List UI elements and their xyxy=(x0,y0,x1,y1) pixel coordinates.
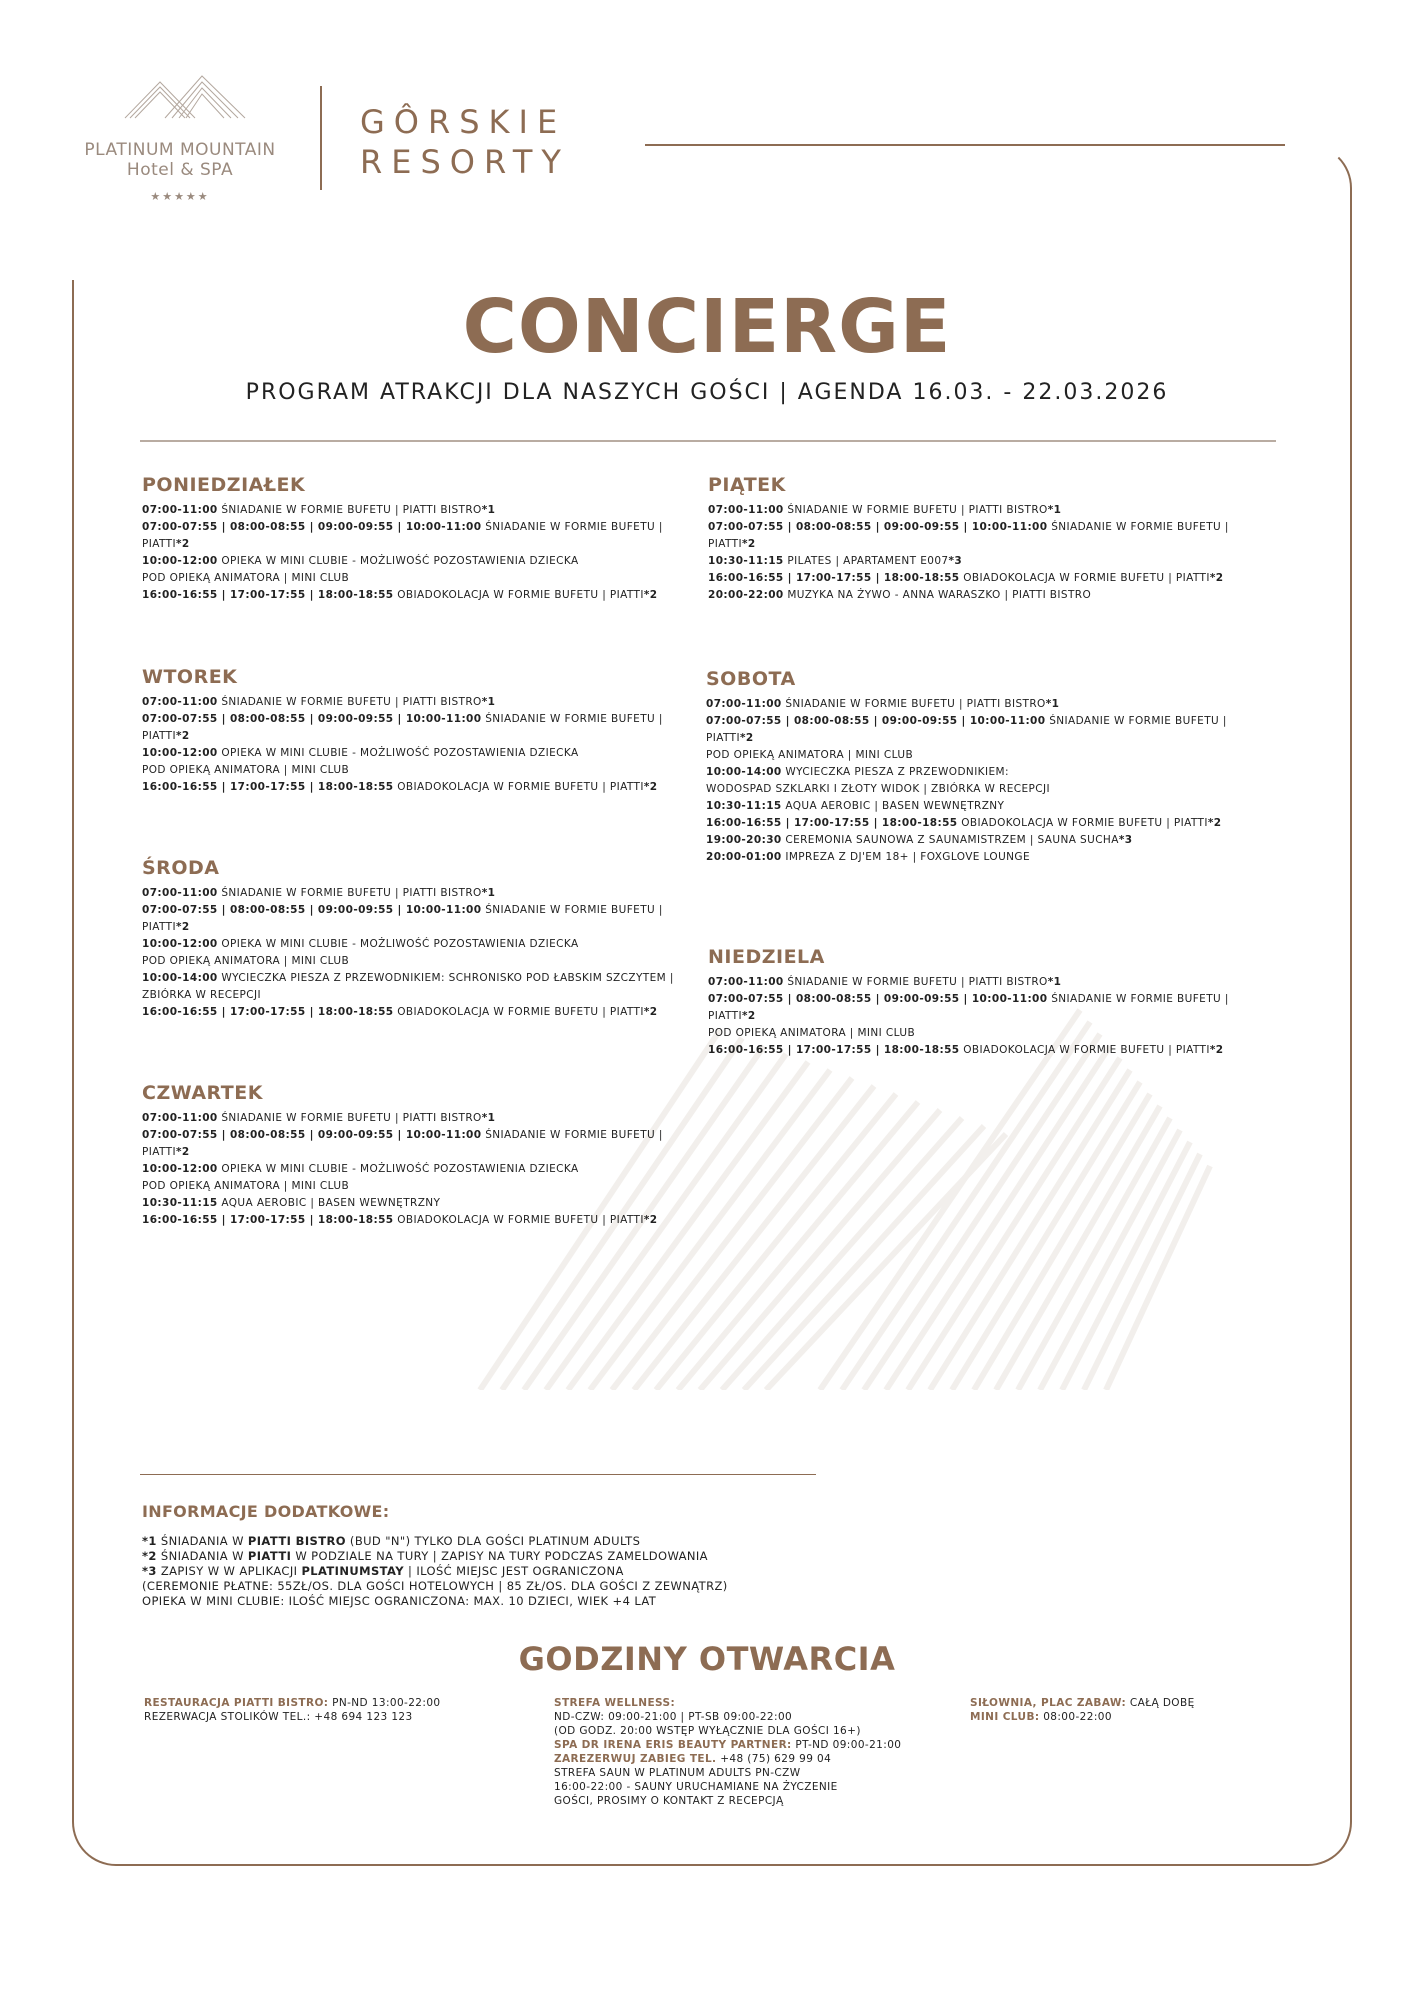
resorts-line1: GÔRSKIE xyxy=(360,103,567,141)
schedule-footnote-mark: *1 xyxy=(481,504,496,516)
hotel-subname: Hotel & SPA xyxy=(126,160,234,180)
schedule-description: OPIEKA W MINI CLUBIE - MOŻLIWOŚĆ POZOSTAWIENIA DZIECKA xyxy=(217,1163,579,1175)
hours-line xyxy=(554,1696,914,1710)
schedule-line xyxy=(142,762,682,779)
day-heading: PONIEDZIAŁEK xyxy=(142,474,306,496)
info-emphasis: PIATTI BISTRO xyxy=(247,1534,346,1548)
schedule-line xyxy=(706,849,1246,866)
schedule-description: PIATTI xyxy=(142,921,176,933)
schedule-description: OBIADOKOLACJA W FORMIE BUFETU | PIATTI xyxy=(393,1214,644,1226)
schedule-description: PIATTI xyxy=(708,538,742,550)
schedule-line xyxy=(142,919,682,936)
schedule-description: PILATES | APARTAMENT E007 xyxy=(783,555,949,567)
schedule-description: ŚNIADANIE W FORMIE BUFETU | PIATTI BISTRO xyxy=(217,1112,482,1124)
schedule-time: 07:00-07:55 | 08:00-08:55 | 09:00-09:55 | 10:00-11:00 xyxy=(706,715,1046,727)
schedule-line xyxy=(708,991,1248,1008)
schedule-description: OBIADOKOLACJA W FORMIE BUFETU | PIATTI xyxy=(957,817,1208,829)
hours-label: ZAREZERWUJ ZABIEG TEL. xyxy=(554,1753,717,1765)
hours-value: CAŁĄ DOBĘ xyxy=(1126,1697,1195,1709)
schedule-description: ŚNIADANIE W FORMIE BUFETU | PIATTI BISTRO xyxy=(783,976,1048,988)
hours-line xyxy=(554,1752,914,1766)
info-note-line xyxy=(142,1564,902,1579)
schedule-time: 07:00-07:55 | 08:00-08:55 | 09:00-09:55 | 10:00-11:00 xyxy=(708,993,1048,1005)
hotel-stars: ★★★★★ xyxy=(150,190,210,203)
schedule-description: AQUA AEROBIC | BASEN WEWNĘTRZNY xyxy=(217,1197,441,1209)
schedule-time: 07:00-07:55 | 08:00-08:55 | 09:00-09:55 | 10:00-11:00 xyxy=(142,713,482,725)
schedule-line xyxy=(142,885,682,902)
schedule-line xyxy=(706,730,1246,747)
info-emphasis: *2 xyxy=(142,1549,157,1563)
schedule-description: OBIADOKOLACJA W FORMIE BUFETU | PIATTI xyxy=(393,589,644,601)
schedule-description: ŚNIADANIE W FORMIE BUFETU | xyxy=(481,521,663,533)
schedule-time: 16:00-16:55 | 17:00-17:55 | 18:00-18:55 xyxy=(142,1214,394,1226)
schedule-description: AQUA AEROBIC | BASEN WEWNĘTRZNY xyxy=(781,800,1005,812)
schedule-description: ŚNIADANIE W FORMIE BUFETU | xyxy=(1045,715,1227,727)
schedule-time: 07:00-11:00 xyxy=(706,698,782,710)
schedule-description: WODOSPAD SZKLARKI I ZŁOTY WIDOK | ZBIÓRKA W RECEPCJI xyxy=(706,783,1050,795)
schedule-description: MUZYKA NA ŻYWO - ANNA WARASZKO | PIATTI BISTRO xyxy=(783,589,1092,601)
schedule-description: ŚNIADANIE W FORMIE BUFETU | PIATTI BISTRO xyxy=(783,504,1048,516)
day-wednesday xyxy=(142,857,682,1021)
schedule-line xyxy=(142,745,682,762)
schedule-time: 07:00-07:55 | 08:00-08:55 | 09:00-09:55 | 10:00-11:00 xyxy=(142,1129,482,1141)
info-note-line xyxy=(142,1594,902,1609)
schedule-line xyxy=(142,953,682,970)
schedule-line xyxy=(142,587,682,604)
schedule-time: 07:00-07:55 | 08:00-08:55 | 09:00-09:55 | 10:00-11:00 xyxy=(142,521,482,533)
hours-line xyxy=(554,1766,914,1780)
hotel-name: PLATINUM MOUNTAIN xyxy=(84,140,276,160)
info-note-line xyxy=(142,1549,902,1564)
schedule-line xyxy=(706,832,1246,849)
schedule-time: 16:00-16:55 | 17:00-17:55 | 18:00-18:55 xyxy=(142,1006,394,1018)
schedule-time: 10:00-12:00 xyxy=(142,747,218,759)
info-text: (BUD "N") TYLKO DLA GOŚCI PLATINUM ADULTS xyxy=(345,1534,641,1548)
hours-value: +48 (75) 629 99 04 xyxy=(716,1753,832,1765)
schedule-line xyxy=(142,1212,682,1229)
schedule-line xyxy=(708,502,1248,519)
schedule-description: IMPREZA Z DJ'EM 18+ | FOXGLOVE LOUNGE xyxy=(781,851,1031,863)
hours-line xyxy=(554,1724,914,1738)
schedule-description: OPIEKA W MINI CLUBIE - MOŻLIWOŚĆ POZOSTAWIENIA DZIECKA xyxy=(217,747,579,759)
schedule-line xyxy=(142,987,682,1004)
schedule-footnote-mark: *2 xyxy=(175,1146,190,1158)
day-heading: CZWARTEK xyxy=(142,1082,263,1104)
schedule-description: POD OPIEKĄ ANIMATORA | MINI CLUB xyxy=(142,572,350,584)
schedule-time: 10:00-14:00 xyxy=(706,766,782,778)
schedule-description: OBIADOKOLACJA W FORMIE BUFETU | PIATTI xyxy=(959,1044,1210,1056)
schedule-footnote-mark: *2 xyxy=(643,1214,658,1226)
hours-column-restaurant xyxy=(144,1696,484,1724)
schedule-line xyxy=(708,519,1248,536)
schedule-footnote-mark: *2 xyxy=(1209,572,1224,584)
schedule-footnote-mark: *1 xyxy=(481,696,496,708)
schedule-footnote-mark: *2 xyxy=(1207,817,1222,829)
schedule-description: POD OPIEKĄ ANIMATORA | MINI CLUB xyxy=(706,749,914,761)
day-thursday xyxy=(142,1082,682,1229)
hours-value: ND-CZW: 09:00-21:00 | PT-SB 09:00-22:00 xyxy=(554,1711,793,1723)
info-emphasis: PIATTI xyxy=(247,1549,292,1563)
schedule-line xyxy=(708,587,1248,604)
schedule-line xyxy=(142,970,682,987)
schedule-time: 07:00-11:00 xyxy=(142,504,218,516)
hours-line xyxy=(144,1710,484,1724)
schedule-time: 07:00-11:00 xyxy=(142,1112,218,1124)
hours-label: STREFA WELLNESS: xyxy=(554,1697,676,1709)
info-divider xyxy=(140,1474,816,1475)
schedule-time: 16:00-16:55 | 17:00-17:55 | 18:00-18:55 xyxy=(708,572,960,584)
schedule-time: 20:00-01:00 xyxy=(706,851,782,863)
schedule-line xyxy=(142,1004,682,1021)
schedule-line xyxy=(142,1127,682,1144)
hours-line xyxy=(554,1794,914,1808)
hours-label: MINI CLUB: xyxy=(970,1711,1040,1723)
schedule-description: PIATTI xyxy=(142,730,176,742)
schedule-footnote-mark: *3 xyxy=(948,555,963,567)
info-text: ŚNIADANIA W xyxy=(156,1549,248,1563)
schedule-line xyxy=(142,936,682,953)
schedule-time: 16:00-16:55 | 17:00-17:55 | 18:00-18:55 xyxy=(142,781,394,793)
schedule-time: 19:00-20:30 xyxy=(706,834,782,846)
schedule-description: ŚNIADANIE W FORMIE BUFETU | PIATTI BISTRO xyxy=(217,696,482,708)
schedule-time: 10:30-11:15 xyxy=(142,1197,218,1209)
schedule-description: WYCIECZKA PIESZA Z PRZEWODNIKIEM: xyxy=(781,766,1009,778)
schedule-line xyxy=(706,798,1246,815)
day-monday xyxy=(142,474,682,604)
schedule-line xyxy=(708,553,1248,570)
schedule-time: 07:00-07:55 | 08:00-08:55 | 09:00-09:55 | 10:00-11:00 xyxy=(708,521,1048,533)
hours-value: STREFA SAUN W PLATINUM ADULTS PN-CZW xyxy=(554,1767,801,1779)
schedule-footnote-mark: *2 xyxy=(175,921,190,933)
schedule-description: ŚNIADANIE W FORMIE BUFETU | xyxy=(1047,521,1229,533)
hours-label: RESTAURACJA PIATTI BISTRO: xyxy=(144,1697,329,1709)
info-text: ŚNIADANIA W xyxy=(156,1534,248,1548)
schedule-description: PIATTI xyxy=(142,1146,176,1158)
page-subtitle: PROGRAM ATRAKCJI DLA NASZYCH GOŚCI | AGENDA 16.03. - 22.03.2026 xyxy=(245,380,1169,405)
schedule-line xyxy=(142,519,682,536)
info-text: W PODZIALE NA TURY | ZAPISY NA TURY PODCZAS ZAMELDOWANIA xyxy=(291,1549,708,1563)
schedule-line xyxy=(706,781,1246,798)
schedule-line xyxy=(706,815,1246,832)
hours-column-wellness xyxy=(554,1696,914,1808)
day-heading: PIĄTEK xyxy=(708,474,786,496)
schedule-footnote-mark: *2 xyxy=(175,538,190,550)
schedule-time: 07:00-11:00 xyxy=(708,976,784,988)
schedule-footnote-mark: *1 xyxy=(1047,976,1062,988)
schedule-line xyxy=(708,1042,1248,1059)
schedule-line xyxy=(142,1195,682,1212)
schedule-time: 16:00-16:55 | 17:00-17:55 | 18:00-18:55 xyxy=(708,1044,960,1056)
schedule-description: PIATTI xyxy=(708,1010,742,1022)
schedule-line xyxy=(708,570,1248,587)
schedule-description: OPIEKA W MINI CLUBIE - MOŻLIWOŚĆ POZOSTAWIENIA DZIECKA xyxy=(217,938,579,950)
schedule-line xyxy=(142,711,682,728)
schedule-footnote-mark: *3 xyxy=(1118,834,1133,846)
schedule-line xyxy=(142,502,682,519)
schedule-description: ŚNIADANIE W FORMIE BUFETU | xyxy=(481,904,663,916)
schedule-description: ŚNIADANIE W FORMIE BUFETU | PIATTI BISTRO xyxy=(217,887,482,899)
hours-line xyxy=(554,1710,914,1724)
schedule-description: POD OPIEKĄ ANIMATORA | MINI CLUB xyxy=(708,1027,916,1039)
day-friday xyxy=(708,474,1248,604)
hours-value: PT-ND 09:00-21:00 xyxy=(791,1739,902,1751)
schedule-time: 10:00-12:00 xyxy=(142,555,218,567)
info-note-line xyxy=(142,1579,902,1594)
schedule-line xyxy=(706,696,1246,713)
schedule-description: OBIADOKOLACJA W FORMIE BUFETU | PIATTI xyxy=(959,572,1210,584)
hours-label: SPA DR IRENA ERIS BEAUTY PARTNER: xyxy=(554,1739,792,1751)
schedule-line xyxy=(142,694,682,711)
schedule-footnote-mark: *2 xyxy=(741,1010,756,1022)
schedule-line xyxy=(706,747,1246,764)
schedule-time: 10:30-11:15 xyxy=(708,555,784,567)
schedule-line xyxy=(142,1178,682,1195)
schedule-time: 10:30-11:15 xyxy=(706,800,782,812)
frame-top-line xyxy=(645,144,1285,146)
hours-value: 08:00-22:00 xyxy=(1039,1711,1112,1723)
info-title: INFORMACJE DODATKOWE: xyxy=(142,1502,390,1521)
hours-line xyxy=(970,1696,1270,1710)
schedule-time: 20:00-22:00 xyxy=(708,589,784,601)
info-note-line xyxy=(142,1534,902,1549)
schedule-description: ŚNIADANIE W FORMIE BUFETU | PIATTI BISTRO xyxy=(781,698,1046,710)
schedule-time: 07:00-11:00 xyxy=(142,696,218,708)
schedule-line xyxy=(708,1008,1248,1025)
info-emphasis: *1 xyxy=(142,1534,157,1548)
schedule-line xyxy=(708,536,1248,553)
schedule-description: POD OPIEKĄ ANIMATORA | MINI CLUB xyxy=(142,955,350,967)
schedule-footnote-mark: *2 xyxy=(643,589,658,601)
schedule-footnote-mark: *2 xyxy=(643,1006,658,1018)
opening-hours-title: GODZINY OTWARCIA xyxy=(518,1640,896,1678)
schedule-line xyxy=(142,779,682,796)
hours-value: REZERWACJA STOLIKÓW TEL.: +48 694 123 123 xyxy=(144,1711,413,1723)
hours-line xyxy=(970,1710,1270,1724)
info-text: ZAPISY W W APLIKACJI xyxy=(156,1564,302,1578)
info-text: OPIEKA W MINI CLUBIE: ILOŚĆ MIEJSC OGRANICZONA: MAX. 10 DZIECI, WIEK +4 LAT xyxy=(142,1594,657,1608)
schedule-time: 07:00-11:00 xyxy=(708,504,784,516)
schedule-line xyxy=(142,728,682,745)
schedule-footnote-mark: *1 xyxy=(1047,504,1062,516)
schedule-line xyxy=(142,1161,682,1178)
schedule-line xyxy=(706,764,1246,781)
info-emphasis: *3 xyxy=(142,1564,157,1578)
schedule-line xyxy=(142,536,682,553)
hours-value: PN-ND 13:00-22:00 xyxy=(328,1697,441,1709)
schedule-time: 10:00-12:00 xyxy=(142,938,218,950)
day-saturday xyxy=(706,668,1246,866)
hours-value: (OD GODZ. 20:00 WSTĘP WYŁĄCZNIE DLA GOŚCI 16+) xyxy=(554,1725,861,1737)
schedule-description: ŚNIADANIE W FORMIE BUFETU | PIATTI BISTRO xyxy=(217,504,482,516)
schedule-description: PIATTI xyxy=(706,732,740,744)
info-text: | ILOŚĆ MIEJSC JEST OGRANICZONA xyxy=(403,1564,624,1578)
hours-column-gym xyxy=(970,1696,1270,1724)
schedule-description: POD OPIEKĄ ANIMATORA | MINI CLUB xyxy=(142,764,350,776)
schedule-line xyxy=(142,1144,682,1161)
schedule-line xyxy=(708,1025,1248,1042)
schedule-time: 16:00-16:55 | 17:00-17:55 | 18:00-18:55 xyxy=(142,589,394,601)
schedule-description: WYCIECZKA PIESZA Z PRZEWODNIKIEM: SCHRONISKO POD ŁABSKIM SZCZYTEM | xyxy=(217,972,674,984)
schedule-line xyxy=(708,974,1248,991)
schedule-time: 10:00-14:00 xyxy=(142,972,218,984)
schedule-description: ŚNIADANIE W FORMIE BUFETU | xyxy=(481,713,663,725)
resorts-line2: RESORTY xyxy=(360,143,570,181)
day-tuesday xyxy=(142,666,682,796)
schedule-footnote-mark: *2 xyxy=(1209,1044,1224,1056)
schedule-line xyxy=(142,902,682,919)
info-emphasis: PLATINUMSTAY xyxy=(301,1564,404,1578)
schedule-footnote-mark: *2 xyxy=(739,732,754,744)
frame-mask xyxy=(60,140,80,280)
day-heading: NIEDZIELA xyxy=(708,946,825,968)
schedule-description: ŚNIADANIE W FORMIE BUFETU | xyxy=(481,1129,663,1141)
schedule-description: ZBIÓRKA W RECEPCJI xyxy=(142,989,261,1001)
day-heading: WTOREK xyxy=(142,666,238,688)
schedule-time: 10:00-12:00 xyxy=(142,1163,218,1175)
schedule-footnote-mark: *2 xyxy=(643,781,658,793)
schedule-footnote-mark: *1 xyxy=(481,1112,496,1124)
schedule-footnote-mark: *1 xyxy=(481,887,496,899)
schedule-description: OBIADOKOLACJA W FORMIE BUFETU | PIATTI xyxy=(393,781,644,793)
schedule-description: CEREMONIA SAUNOWA Z SAUNAMISTRZEM | SAUNA SUCHA xyxy=(781,834,1119,846)
hours-label: SIŁOWNIA, PLAC ZABAW: xyxy=(970,1697,1127,1709)
schedule-description: ŚNIADANIE W FORMIE BUFETU | xyxy=(1047,993,1229,1005)
mountain-logo-icon xyxy=(120,70,250,120)
schedule-line xyxy=(142,553,682,570)
day-heading: ŚRODA xyxy=(142,857,220,879)
schedule-time: 07:00-07:55 | 08:00-08:55 | 09:00-09:55 | 10:00-11:00 xyxy=(142,904,482,916)
hours-line xyxy=(144,1696,484,1710)
info-text: (CEREMONIE PŁATNE: 55ZŁ/OS. DLA GOŚCI HOTELOWYCH | 85 ZŁ/OS. DLA GOŚCI Z ZEWNĄTRZ) xyxy=(142,1579,728,1593)
schedule-description: OBIADOKOLACJA W FORMIE BUFETU | PIATTI xyxy=(393,1006,644,1018)
schedule-line xyxy=(142,1110,682,1127)
info-notes xyxy=(142,1534,902,1609)
schedule-description: POD OPIEKĄ ANIMATORA | MINI CLUB xyxy=(142,1180,350,1192)
day-heading: SOBOTA xyxy=(706,668,796,690)
day-sunday xyxy=(708,946,1248,1059)
hours-value: 16:00-22:00 - SAUNY URUCHAMIANE NA ŻYCZENIE xyxy=(554,1781,838,1793)
schedule-line xyxy=(142,570,682,587)
page-title: CONCIERGE xyxy=(462,284,952,370)
schedule-footnote-mark: *2 xyxy=(741,538,756,550)
schedule-footnote-mark: *1 xyxy=(1045,698,1060,710)
hours-value: GOŚCI, PROSIMY O KONTAKT Z RECEPCJĄ xyxy=(554,1795,784,1807)
schedule-line xyxy=(706,713,1246,730)
schedule-description: OPIEKA W MINI CLUBIE - MOŻLIWOŚĆ POZOSTAWIENIA DZIECKA xyxy=(217,555,579,567)
hours-line xyxy=(554,1780,914,1794)
hours-line xyxy=(554,1738,914,1752)
schedule-time: 16:00-16:55 | 17:00-17:55 | 18:00-18:55 xyxy=(706,817,958,829)
header-divider xyxy=(140,440,1276,442)
schedule-time: 07:00-11:00 xyxy=(142,887,218,899)
schedule-description: PIATTI xyxy=(142,538,176,550)
schedule-footnote-mark: *2 xyxy=(175,730,190,742)
